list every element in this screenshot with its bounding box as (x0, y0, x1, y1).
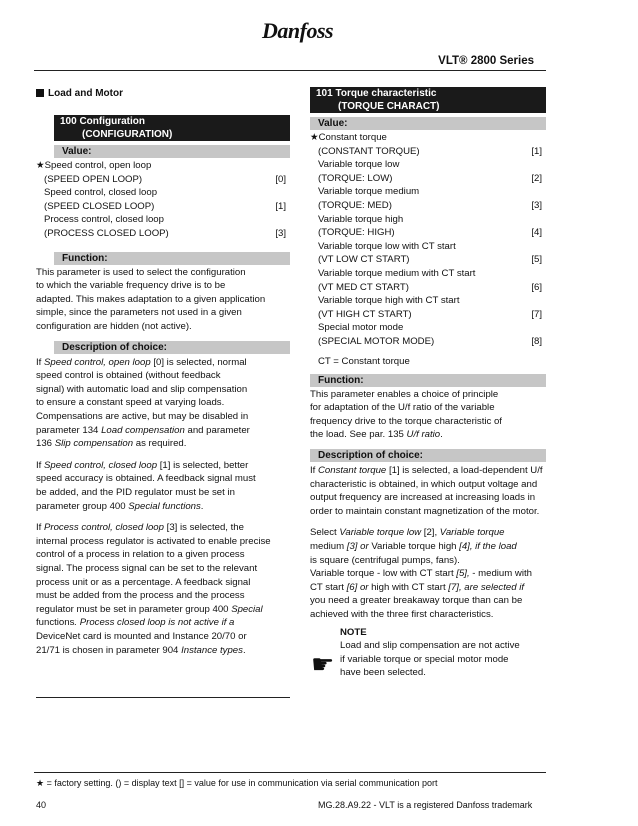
value-label: Value: (54, 145, 290, 158)
section-heading: Load and Motor (36, 88, 123, 99)
note-line: Load and slip compensation are not active (340, 640, 520, 652)
option-name (318, 295, 460, 306)
text-line (36, 438, 186, 449)
text-line (36, 631, 247, 642)
text-segment: [1] is selected, better (157, 459, 249, 471)
left-column-end-rule (36, 697, 290, 698)
text-line (310, 609, 493, 620)
text-segment: achieved with the three first characteristics. (310, 609, 494, 620)
ct-note: CT = Constant torque (318, 355, 410, 367)
header-rule (34, 70, 546, 71)
parameter-title-bar: 100 Configuration (54, 115, 290, 128)
text-line (36, 370, 221, 381)
text-segment: and parameter (184, 424, 250, 436)
text-line (310, 568, 532, 579)
text-segment: . (242, 644, 246, 656)
option-value: [6] (531, 281, 542, 293)
option-display-text: (VT MED CT START) (318, 281, 409, 293)
text-segment: is square (centrifugal pumps, fans). (310, 554, 460, 566)
text-segment: [6] or (343, 581, 372, 593)
text-segment: for adaptation of the U/f ratio of the variable (310, 402, 495, 414)
text-segment: as required. (133, 438, 187, 450)
option-name (318, 268, 475, 279)
text-line (36, 487, 235, 498)
text-segment: functions (36, 617, 75, 629)
text-segment: signal) with automatic load and slip compensation (36, 383, 248, 395)
text-segment: If (36, 459, 44, 471)
option-value: [1] (275, 200, 286, 212)
text-line (36, 617, 234, 628)
text-line (310, 389, 498, 400)
text-line (310, 479, 537, 490)
text-line (36, 590, 245, 601)
text-line (36, 645, 246, 656)
text-segment: [1] is selected, a load-dependent U/f (386, 465, 543, 476)
description-label: Description of choice: (310, 449, 546, 462)
text-line (36, 425, 250, 436)
text-segment: Variable torque - low with CT start (310, 568, 454, 580)
option-label: Process control, closed loop (44, 214, 164, 226)
text-segment: medium (310, 541, 345, 552)
text-line (36, 501, 203, 512)
description-label: Description of choice: (54, 341, 290, 354)
text-line (36, 473, 256, 484)
text-line: adapted. This makes adaptation to a given application (36, 293, 266, 305)
star-icon: ★ (310, 132, 319, 143)
option-name (44, 187, 157, 198)
text-segment: DeviceNet card is mounted and Instance 20/70 or (36, 631, 247, 642)
option-row (318, 336, 542, 347)
option-row (44, 228, 286, 239)
option-row (318, 173, 542, 184)
note-title: NOTE (340, 626, 367, 638)
text-segment: internal process regulator is activated to enable precise (36, 535, 271, 547)
text-segment: U/f ratio (406, 429, 441, 441)
option-name (44, 214, 164, 225)
danfoss-logo: Danfoss (262, 18, 334, 43)
value-label: Value: (310, 117, 546, 130)
option-label: Variable torque high with CT start (318, 295, 460, 307)
text-segment: the load. See par. 135 (310, 429, 407, 441)
text-line (36, 536, 271, 547)
option-display-text: (TORQUE: LOW) (318, 172, 393, 184)
option-value: [7] (531, 308, 542, 320)
option-display-text: (SPECIAL MOTOR MODE) (318, 336, 435, 347)
square-bullet-icon (36, 89, 44, 97)
text-segment: [4], if the load (456, 541, 517, 552)
text-segment: regulator must be set in parameter group 400 (36, 603, 232, 615)
text-segment: parameter group 400 (36, 500, 129, 512)
option-display-text: (TORQUE: MED) (318, 200, 392, 211)
text-line: to which the variable frequency drive is to be (36, 280, 226, 292)
option-value: [1] (531, 145, 542, 157)
option-row (318, 309, 542, 320)
option-row (44, 201, 286, 212)
footer-legend: ★ = factory setting. () = display text [] = value for use in communication via serial communication port (36, 778, 438, 788)
option-label: Special motor mode (318, 322, 404, 334)
text-line (36, 604, 263, 615)
text-segment: If (36, 522, 44, 534)
page-number: 40 (36, 800, 47, 810)
footer-rule (34, 772, 546, 773)
option-value: [4] (531, 227, 542, 239)
text-segment: you need a greater breakaway torque than can be (310, 595, 523, 607)
text-segment: Variable torque low (339, 527, 422, 539)
text-line (310, 402, 495, 413)
note-line: if variable torque or special motor mode (340, 653, 509, 665)
text-line: simple, since the parameters not used in a given (36, 307, 242, 319)
text-segment: [3] or (344, 541, 372, 552)
text-segment: CT start (310, 581, 344, 593)
text-line (36, 384, 247, 395)
text-line (36, 522, 244, 533)
text-segment: [7], are selected if (445, 581, 525, 593)
option-name (318, 322, 403, 333)
option-value: [0] (275, 173, 286, 185)
pointing-hand-icon: ☛ (311, 649, 335, 679)
option-label: Speed control, closed loop (44, 187, 158, 199)
text-segment: This parameter enables a choice of principle (310, 388, 499, 400)
option-value: [3] (531, 200, 542, 211)
function-label: Function: (54, 252, 290, 265)
parameter-title-bar: 101 Torque characteristic (310, 87, 546, 100)
option-label: Variable torque high (318, 213, 404, 225)
text-line (310, 541, 517, 552)
text-line (36, 577, 250, 588)
text-segment: process unit or as a percentage. A feedback signal (36, 576, 251, 588)
text-segment: 21/71 is chosen in parameter 904 (36, 644, 182, 656)
option-display-text: (TORQUE: HIGH) (318, 227, 395, 239)
option-row (318, 282, 542, 293)
option-name (318, 159, 399, 170)
text-segment: Load compensation (101, 424, 185, 436)
text-segment: Instance types (181, 644, 243, 656)
option-display-text: (SPEED OPEN LOOP) (44, 173, 143, 185)
option-label: Constant torque (318, 132, 387, 143)
option-label: Variable torque medium (318, 186, 420, 198)
text-line (310, 595, 522, 606)
text-segment: [3] is selected, the (163, 522, 244, 534)
text-segment: If (310, 465, 318, 476)
text-line (36, 563, 257, 574)
option-row (318, 200, 542, 211)
text-segment: Slip compensation (54, 438, 134, 450)
text-line (36, 411, 248, 422)
option-name (318, 241, 456, 252)
option-display-text: (VT LOW CT START) (318, 254, 410, 266)
function-label: Function: (310, 374, 546, 387)
document-reference: MG.28.A9.22 - VLT is a registered Danfoss trademark (318, 800, 533, 810)
text-segment: Speed control, closed loop (44, 459, 158, 471)
text-segment: Compensations are active, but may be disabled in (36, 411, 249, 422)
text-segment: Process control, closed loop (44, 522, 164, 534)
option-display-text: (VT HIGH CT START) (318, 308, 412, 320)
text-line (310, 527, 505, 538)
option-display-text: (SPEED CLOSED LOOP) (44, 200, 155, 212)
text-segment: Special (231, 603, 263, 615)
option-label: Variable torque medium with CT start (318, 268, 476, 279)
option-row (44, 174, 286, 185)
option-label: Variable torque low with CT start (318, 240, 456, 252)
text-segment: Special functions (128, 500, 201, 512)
option-name (36, 160, 151, 171)
text-segment: Variable torque high (371, 541, 457, 552)
text-line (36, 549, 245, 560)
option-value: [2] (531, 172, 542, 184)
text-segment: [2], (421, 527, 440, 539)
option-name (310, 132, 387, 143)
text-segment: If (36, 356, 44, 368)
option-display-text: (PROCESS CLOSED LOOP) (44, 228, 169, 239)
text-line (36, 357, 247, 368)
text-segment: to ensure a constant speed at varying loads. (36, 397, 225, 409)
text-segment: high with CT start (371, 581, 446, 593)
option-name (318, 214, 403, 225)
text-segment: [5], (453, 568, 473, 580)
option-row (318, 146, 542, 157)
text-line (310, 582, 524, 593)
text-segment: Select (310, 527, 340, 539)
option-label: Variable torque low (318, 159, 400, 171)
text-line (310, 416, 502, 427)
text-segment: Constant torque (318, 465, 387, 476)
text-segment: be added, and the PID regulator must be set in (36, 487, 235, 498)
text-segment: signal. The process signal can be set to the relevant (36, 563, 258, 574)
text-line (310, 465, 543, 476)
text-segment: parameter 134 (36, 424, 102, 436)
text-line (36, 397, 224, 408)
text-segment: . (440, 429, 443, 441)
text-segment: - medium with (472, 568, 532, 580)
text-segment: speed control is obtained (without feedback (36, 370, 221, 382)
text-line (310, 555, 460, 566)
text-line: configuration are hidden (not active). (36, 321, 192, 332)
option-value: [3] (275, 228, 286, 239)
parameter-display-name: (CONFIGURATION) (54, 128, 290, 141)
text-segment: characteristic is obtained, in which output voltage and (310, 478, 538, 490)
text-segment: . Process closed loop is not active if a (74, 617, 235, 629)
option-label: Speed control, open loop (44, 160, 152, 171)
text-line (310, 429, 443, 440)
series-title: VLT® 2800 Series (438, 55, 534, 67)
star-icon: ★ (36, 160, 45, 171)
option-display-text: (CONSTANT TORQUE) (318, 145, 420, 157)
text-segment: order to maintain constant magnetization of the motor. (310, 505, 540, 517)
text-segment: Variable torque (439, 527, 505, 539)
parameter-display-name: (TORQUE CHARACT) (310, 100, 546, 113)
option-row (318, 254, 542, 265)
note-line: have been selected. (340, 667, 426, 679)
text-segment: control of a process in relation to a given process (36, 549, 245, 561)
text-segment: [0] is selected, normal (150, 356, 247, 368)
text-segment: must be added from the process and the process (36, 590, 245, 602)
text-segment: frequency drive to the torque characteristic of (310, 415, 502, 427)
option-name (318, 186, 419, 197)
option-value: [8] (531, 336, 542, 347)
option-row (318, 227, 542, 238)
text-line (310, 492, 535, 503)
text-segment: Speed control, open loop (44, 356, 151, 368)
text-line (310, 506, 539, 517)
text-segment: output frequency are increased at increasing loads in (310, 492, 536, 504)
text-line (36, 460, 248, 471)
text-segment: . (200, 500, 204, 512)
text-line: This parameter is used to select the configuration (36, 266, 246, 278)
text-segment: 136 (36, 438, 55, 450)
text-segment: speed accuracy is obtained. A feedback signal must (36, 473, 256, 485)
option-value: [5] (531, 254, 542, 266)
